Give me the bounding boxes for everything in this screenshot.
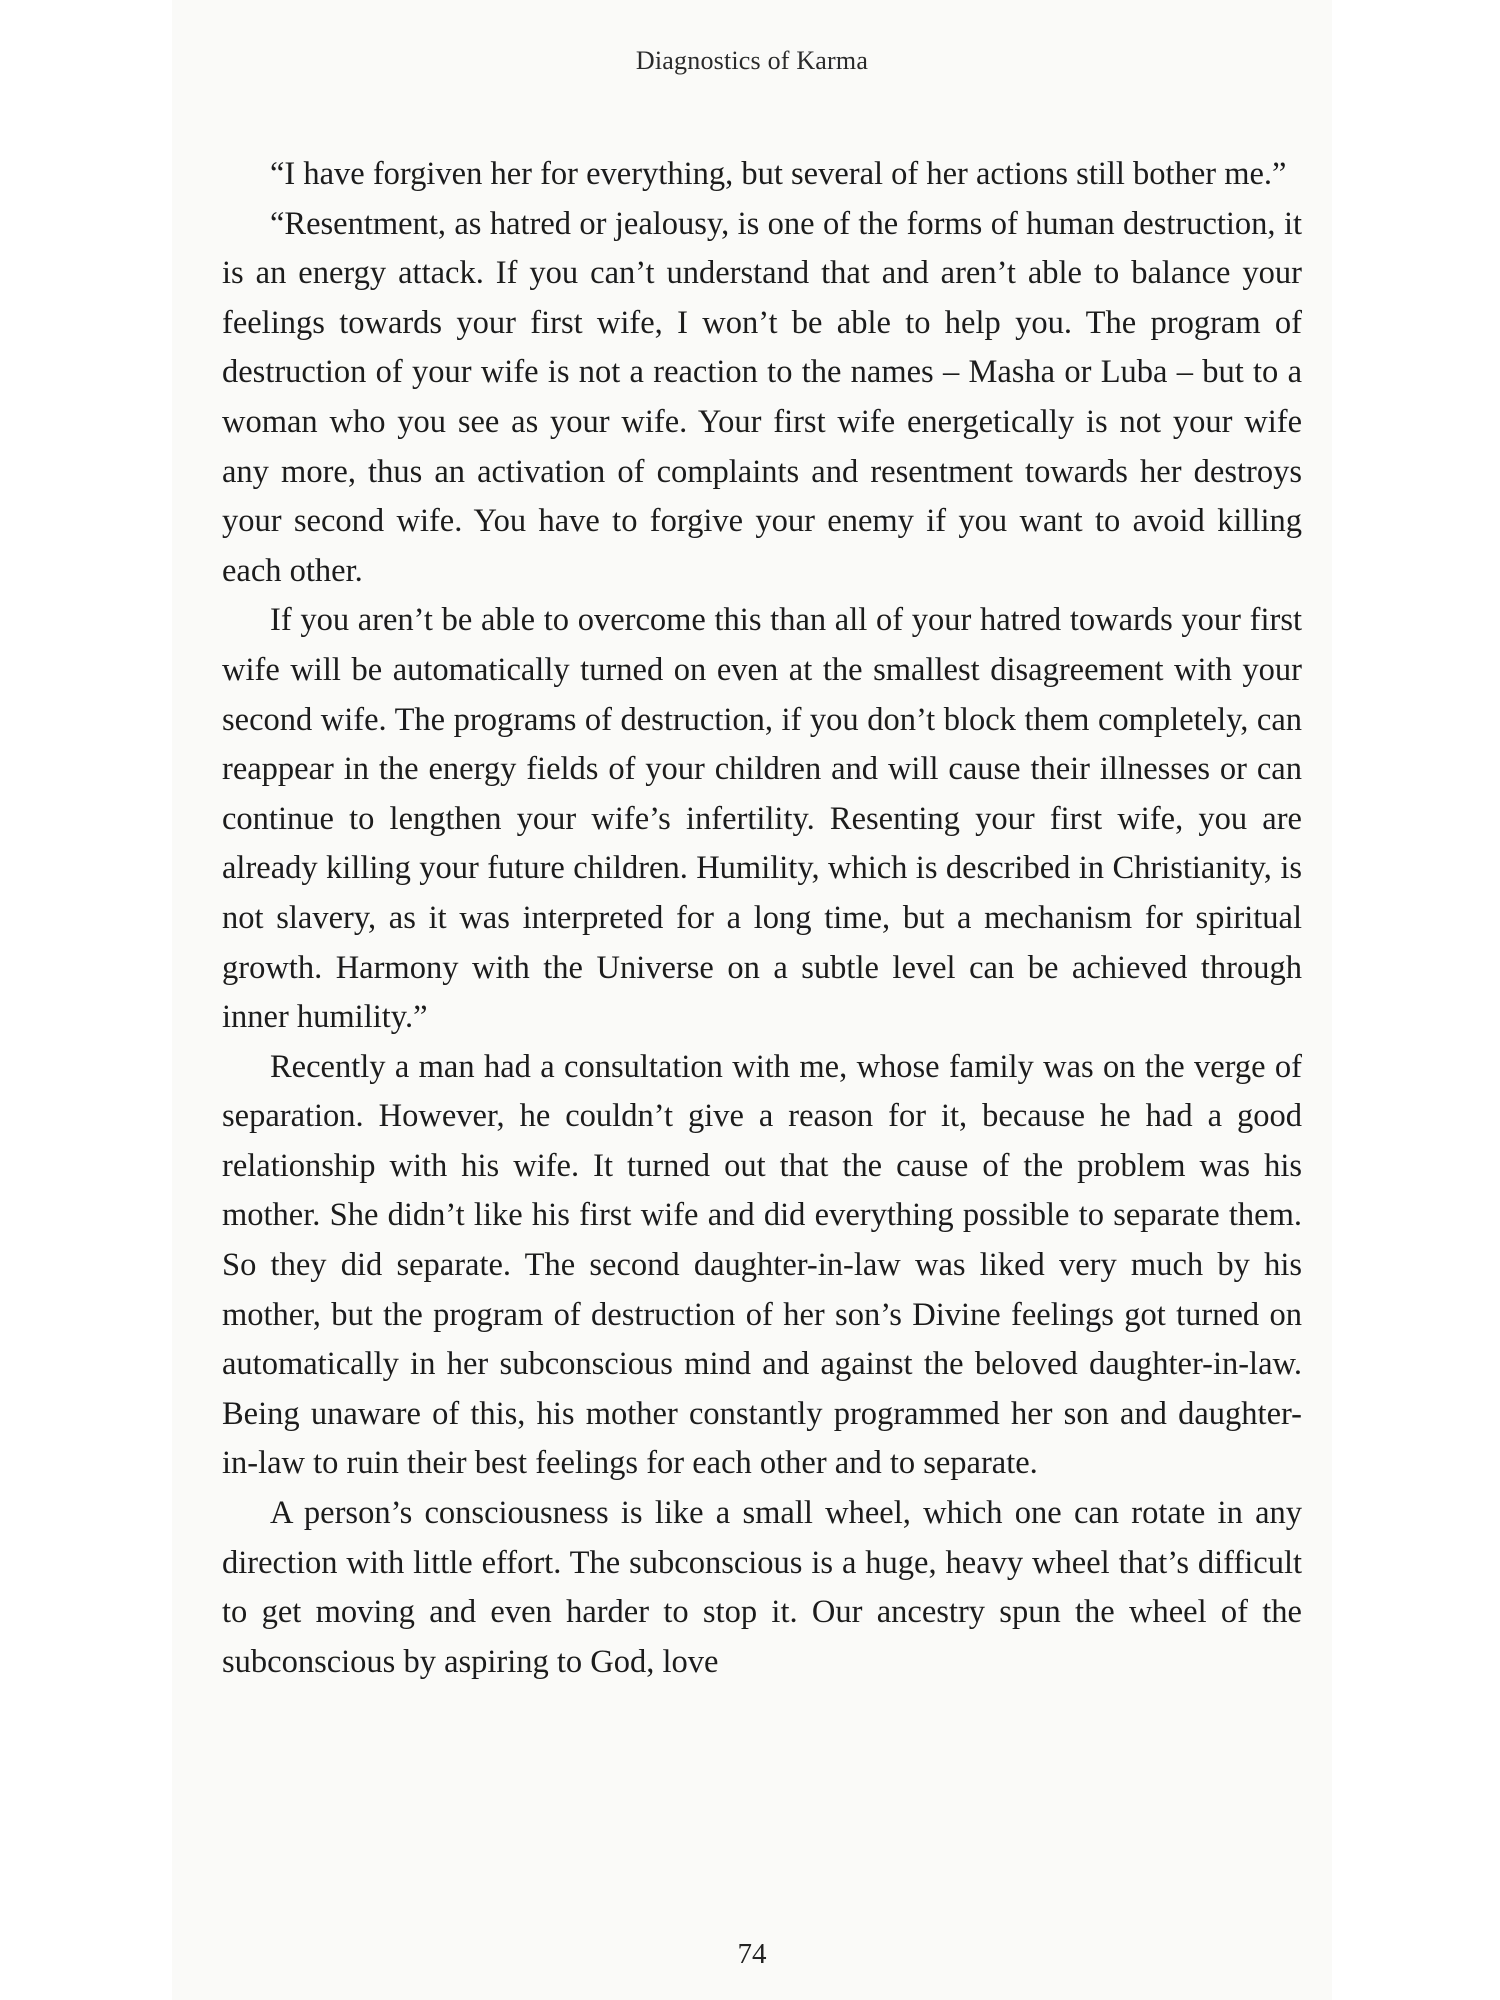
paragraph: If you aren’t be able to overcome this than all of your hatred towards your first wife will be automatically turned on even at the smallest disagreement with your second wife. The programs of destruction, if you don’t block them completely, can reappear in the energy fields of your children and will cause their illnesses or can continue to lengthen your wife’s infertility. Resenting your first wife, you are already killing your future children. Humility, which is described in Christianity, is not slavery, as it was interpreted for a long time, but a mechanism for spiritual growth. Harmony with the Universe on a subtle level can be achieved through inner humility.” xyxy=(222,602,1302,1036)
paragraph: “I have forgiven her for everything, but several of her actions still bother me.” xyxy=(270,156,1287,192)
paragraph: A person’s consciousness is like a small wheel, which one can rotate in any direction with little effort. The subconscious is a huge, heavy wheel that’s difficult to get moving and even harder to stop it. Our ancestry spun the wheel of the subconscious by aspiring to God, love xyxy=(222,1495,1302,1680)
book-page xyxy=(172,0,1332,2000)
paragraph: “Resentment, as hatred or jealousy, is one of the forms of human destruction, it is an energy attack. If you can’t understand that and aren’t able to balance your feelings towards your first wife, I won’t be able to help you. The program of destruction of your wife is not a reaction to the names – Masha or Luba – but to a woman who you see as your wife. Your first wife energetically is not your wife any more, thus an activation of complaints and resentment towards her destroys your second wife. You have to forgive your enemy if you want to avoid killing each other. xyxy=(222,205,1302,589)
running-header: Diagnostics of Karma xyxy=(635,46,869,75)
page-number: 74 xyxy=(737,1938,767,1970)
paragraph: Recently a man had a consultation with me, whose family was on the verge of separation. However, he couldn’t give a reason for it, because he had a good relationship with his wife. It turned out that the cause of the problem was his mother. She didn’t like his first wife and did everything possible to separate them. So they did separate. The second daughter-in-law was liked very much by his mother, but the program of destruction of her son’s Divine feelings got turned on automatically in her subconscious mind and against the beloved daughter-in-law. Being unaware of this, his mother constantly programmed her son and daughter-in-law to ruin their best feelings for each other and to separate. xyxy=(222,1048,1302,1482)
body-text xyxy=(222,150,1302,1687)
